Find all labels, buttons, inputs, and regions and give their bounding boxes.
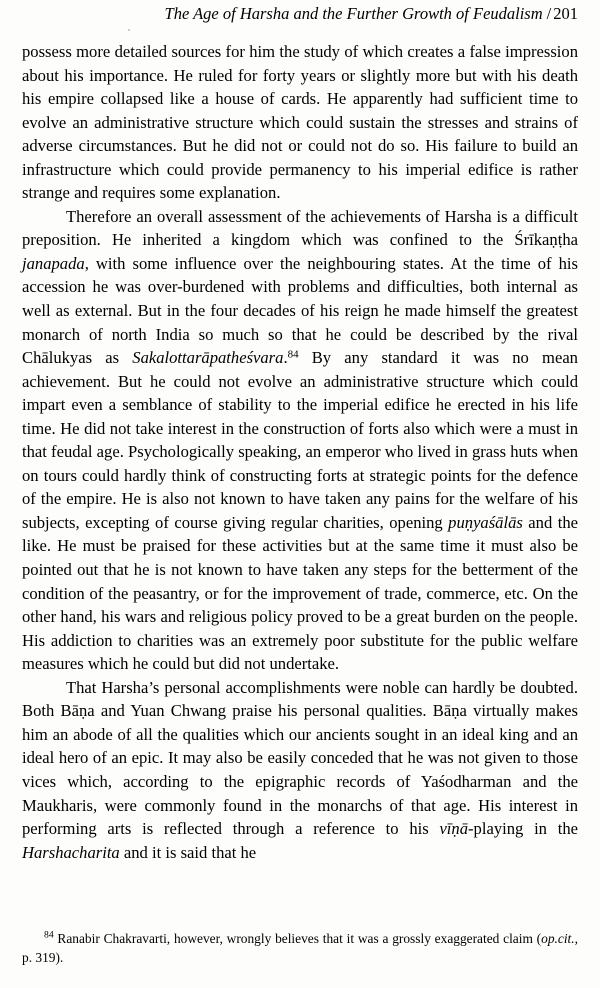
- text-run: , with some influence over the neighbouring states. At the time of his accession he was over-burdened with problems and difficulties, both internal as well as external. But in the four decades of his reign he made himself the greatest monarch of north India so much so that he could be described by the rival Chālukyas as: [22, 253, 578, 368]
- text-run: and the like. He must be praised for these activities but at the same time it must also be pointed out that he is not known to have taken any steps for the betterment of the condition of the peasantry, or for the improvement of trade, commerce, etc. On the other hand, his wars and religious policy proved to be a great burden on the people. His addiction to charities was an extremely poor substitute for the public welfare measures which he could but did not undertake.: [22, 512, 579, 674]
- italic-term: janapada: [22, 253, 85, 273]
- text-run: possess more detailed sources for him the study of which creates a false impression about his importance. He ruled for forty years or slightly more but with his death his empire collapsed like a house of cards. He apparently had sufficient time to evolve an administrative structure which could sustain the stresses and strains of adverse circumstances. But he did not or could not do so. His failure to build an infrastructure which could provide permanency to his imperial edifice is rather strange and requires some explanation.: [22, 42, 578, 203]
- page-number: 201: [553, 4, 578, 23]
- footnote: [22, 929, 578, 967]
- text-run: Ranabir Chakravarti, however, wrongly believes that it was a grossly exaggerated claim (: [53, 931, 542, 946]
- italic-term: vīṇā: [439, 819, 469, 839]
- text-run: -playing in the: [468, 819, 578, 839]
- paragraph: [22, 205, 578, 676]
- text-run: Therefore an overall assessment of the achievements of Harsha is a difficult preposition. He inherited a kingdom which was confined to the Śrīkaṇṭha: [22, 206, 578, 250]
- italic-term: Sakalottarāpatheśvara: [132, 348, 284, 368]
- footnote-number: 84: [44, 929, 54, 941]
- text-run: , p. 319).: [22, 931, 578, 965]
- text-run: That Harsha’s personal accomplishments were noble can hardly be doubted. Both Bāṇa and Yuan Chwang praise his personal qualities. Bāṇa virtually makes him an abode of all the qualities which our ancients sought in an ideal king and an ideal hero of an epic. It may also be easily conceded that he was not given to those vices which, according to the epigraphic records of Yaśodharman and the Maukharis, were commonly found in the monarchs of that age. His interest in performing arts is reflected through a reference to his: [22, 677, 578, 839]
- running-header-separator: /: [546, 4, 552, 23]
- paragraph: [22, 40, 578, 205]
- running-header-title: The Age of Harsha and the Further Growth of Feudalism: [164, 4, 543, 23]
- text-run: and it is said that he: [119, 842, 257, 862]
- body-text: [22, 40, 578, 864]
- footnote-area: [22, 929, 578, 967]
- text-run: .: [283, 348, 288, 368]
- running-header: [22, 4, 578, 24]
- paragraph: [22, 676, 578, 864]
- italic-term: Harshacharita: [22, 842, 120, 862]
- italic-term: puṇyaśālās: [448, 512, 523, 532]
- text-run: By any standard it was no mean achievement. But he could not evolve an administrative structure which could impart even a semblance of stability to the imperial edifice he erected in his life time. He did not take interest in the construction of forts also which were a must in that feudal age. Psychologically speaking, an emperor who lived in grass huts when on tours could hardly think of constructing forts at strategic points for the defence of the empire. He is also not known to have taken any pains for the welfare of his subjects, excepting of course giving regular charities, opening: [22, 348, 578, 532]
- scan-artifact-speck: [128, 29, 130, 31]
- italic-term: op.cit.: [541, 931, 575, 946]
- footnote-reference: 84: [287, 348, 299, 361]
